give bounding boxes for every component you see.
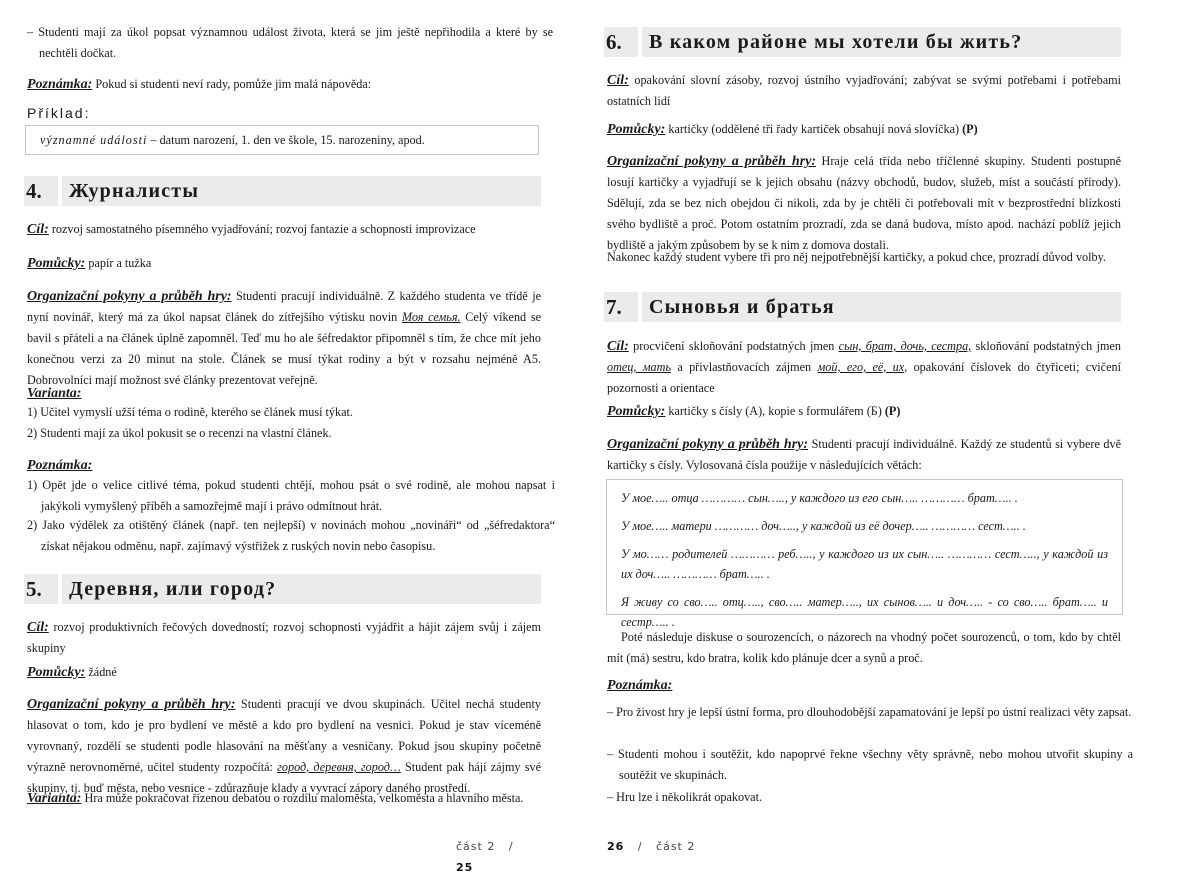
section-4-goal [27, 219, 541, 240]
section-7-goal: Cíl: procvičení skloňování podstatných jmen сын, брат, дочь, сестра, skloňování podstatných jmen отец, мать a přivlastňovacích zájmen мой, его, её, их, opakování číslovek do čtyřiceti; cvičení pozornosti a orientace [607, 339, 1121, 395]
org-text-cont: Celý víkend se bavil s přáteli a na článek úplně zapomněl. Teď mu ho ale šéfredaktor připomněl s tím, že chce mít jeho konečnou verzi za 20 minut na stole. Článek se musí týkat rodiny a být v rozsahu nejméně A5. Dobrovolníci mají možnost své články prezentovat veřejně. [27, 310, 542, 387]
org-label: Organizační pokyny a průběh hry: [607, 437, 809, 452]
org-text: Hraje celá třída nebo tříčlenné skupiny. Studenti postupně losují kartičky a vyjadřují se k jejich obsahu (názvy obchodů, budov, služeb, míst a součástí přírody). Sdělují, zda se bez nich obejdou či nikoli, zda by je chtěli či potřebovali mít v bezprostřední blízkosti svého bydliště a proč. Potom ostatním prozradí, zda se daná budova, místo apod. nachází poblíž jejich bydliště a jakým způsobem by se k nim z domova dostali. [607, 154, 1121, 252]
section-number: 4. [24, 176, 58, 206]
parents-list: отец, мать [607, 360, 671, 374]
section-7-org [607, 434, 1121, 476]
section-6-aids [607, 119, 1121, 140]
part-label: část 2 [656, 840, 696, 853]
section-5-goal [27, 617, 541, 659]
goal-text: rozvoj samostatného písemného vyjadřování; rozvoj fantazie a schopnosti improvizace [48, 222, 476, 236]
aids-text: žádné [85, 665, 117, 679]
goal-label: Cíl: [607, 339, 629, 354]
goal-label: Cíl: [27, 222, 49, 237]
sentence-item: Я живу со сво….. отц….., сво….. матер….., их сынов….. и доч….. - со сво….. брат….. и сестр….. . [621, 595, 1108, 629]
page-number: 25 [456, 861, 474, 874]
org-label: Organizační pokyny a průběh hry: [27, 697, 236, 712]
note-item: 2) Jako výdělek za otištěný článek (např. ten nejlepší) v novinách mohou „novináři“ od „šéfredaktora“ získat nějakou odměnu, např. zajímavý výstřižek z ruských novin nebo časopisu. [27, 518, 555, 553]
aids-label: Pomůcky: [27, 665, 86, 680]
section-number: 6. [604, 27, 638, 57]
section-title: Деревня, или город? [62, 574, 541, 604]
sentence-item: У мое….. отца ………… сын….., у каждого из его сын….. ………… брат….. . [621, 491, 1018, 505]
section-4-org [27, 286, 541, 391]
page-number: 26 [607, 840, 625, 853]
section-5-variant [27, 788, 541, 809]
section-7-header [604, 292, 1121, 322]
section-6-final: Nakonec každý student vybere tři pro něj nejpotřebnější kartičky, a pokud chce, prozradí důvod volby. [607, 250, 1106, 264]
note-label: Poznámka: [27, 458, 93, 473]
note-item: – Hru lze i několikrát opakovat. [607, 790, 763, 804]
aids-text: kartičky (oddělené tři řady kartiček obsahují nová slovíčka) [665, 122, 963, 136]
variant-item: 1) Učitel vymyslí užší téma o rodině, kterého se článek musí týkat. [27, 405, 353, 419]
section-title: Журналисты [62, 176, 541, 206]
sentence-item: У мое….. матери ………… доч….., у каждой из её дочер….. ………… сест….. . [621, 519, 1026, 533]
pronouns-list: мой, его, её, их [817, 360, 905, 374]
example-term: významné události [40, 133, 148, 147]
goal-label: Cíl: [27, 620, 49, 635]
aids-label: Pomůcky: [607, 122, 666, 137]
variant-text: Hra může pokračovat řízenou debatou o rozdílu maloměsta, velkoměsta a hlavního města. [81, 791, 524, 805]
section-5-org [27, 694, 541, 799]
goal-text: rozvoj produktivních řečových dovedností; rozvoj schopnosti vyjádřit a hájit zájem svůj i zájem skupiny [27, 620, 541, 655]
nouns-list: сын, брат, дочь, сестра, [838, 339, 972, 353]
intro-dash-item: – Studenti mají za úkol popsat významnou událost života, která se jim ještě nepřihodila a které by se nechtěli dočkat. [27, 25, 553, 60]
section-5-aids [27, 662, 541, 683]
part-label: část 2 [456, 840, 496, 853]
note-text: Pokud si studenti neví rady, pomůže jim malá nápověda: [92, 77, 372, 91]
section-title: В каком районе мы хотели бы жить? [642, 27, 1121, 57]
aids-label: Pomůcky: [27, 256, 86, 271]
example-box [25, 125, 539, 155]
aids-marker: (P) [962, 122, 978, 136]
aids-text: papír a tužka [85, 256, 152, 270]
section-6-org [607, 151, 1121, 256]
note-paragraph [27, 74, 541, 95]
variant-item: 2) Studenti mají za úkol pokusit se o recenzi na vlastní článek. [27, 426, 332, 440]
section-title: Сыновья и братья [642, 292, 1121, 322]
variant-label: Varianta: [27, 791, 82, 806]
variant-label: Varianta: [27, 386, 82, 401]
section-6-header [604, 27, 1121, 57]
separator: / [508, 840, 514, 853]
org-text: Studenti pracují ve dvou skupinách. Učitel nechá studenty hlasovat o tom, kdo je pro bydlení ve městě a kdo pro bydlení na vesnici. Pokud je stav víceméně vyrovnaný, rozdělí se studenti podle hlasování na měšťany a vesničany. Pokud jsou skupiny početně výrazně nerovnoměrné, učitel studenty rozpočítá: [27, 697, 541, 774]
sentence-item: У мо…… родителей ………… реб….., у каждого из их сын….. ………… сест….., у каждой из их доч….. ………… брат….. . [621, 547, 1108, 581]
newspaper-name: Моя семья. [401, 310, 461, 324]
note-item: – Studenti mohou i soutěžit, kdo napoprvé řekne všechny věty správně, nebo mohou utvořit skupiny a soutěžit ve skupinách. [607, 747, 1133, 782]
note-label: Poznámka: [607, 678, 673, 693]
discussion-paragraph: Poté následuje diskuse o sourozencích, o názorech na vhodný počet sourozenců, o tom, kdo by chtěl mít (má) sestru, kdo bratra, kolik kdo plánuje dcer a synů a proč. [607, 630, 1121, 665]
org-text: Studenti pracují individuálně. Z každého studenta ve třídě je nyní novinář, který má za úkol napsat článek do zítřejšího výtisku novin [27, 289, 541, 324]
aids-marker: (P) [884, 404, 901, 418]
separator: / [637, 840, 643, 853]
section-4-header [24, 176, 541, 206]
note-item: 1) Opět jde o velice citlivé téma, pokud studenti chtějí, mohou psát o své rodině, ale mohou napsat i jakýkoli vymyšlený příběh a samozřejmě mají i právo odmítnout hrát. [27, 478, 555, 513]
sentences-box [606, 479, 1123, 629]
section-number: 5. [24, 574, 58, 604]
goal-text: opakování slovní zásoby, rozvoj ústního vyjadřování; zabývat se svými potřebami i potřebami ostatních lidí [607, 73, 1121, 108]
section-4-aids [27, 253, 541, 274]
section-number: 7. [604, 292, 638, 322]
note-label: Poznámka: [27, 77, 93, 92]
aids-label: Pomůcky: [607, 404, 666, 419]
page-footer-right [607, 836, 695, 857]
section-6-goal [607, 70, 1121, 112]
org-text: Studenti pracují individuálně. Každý ze studentů si vybere dvě kartičky s čísly. Vylosovaná čísla použije v následujících větách: [607, 437, 1121, 472]
org-label: Organizační pokyny a průběh hry: [607, 154, 817, 169]
org-text-cont: Student pak hájí zájmy své skupiny, tj. buď města, nebo vesnice - zdůrazňuje klady a vyvrací zápory daného prostředí. [27, 760, 541, 795]
counting-words: город, деревня, город… [277, 760, 401, 774]
aids-text: kartičky s čísly (A), kopie s formulářem (Б) [665, 404, 885, 418]
section-7-aids [607, 401, 1121, 422]
example-text: – datum narození, 1. den ve škole, 15. narozeniny, apod. [147, 133, 425, 147]
org-label: Organizační pokyny a průběh hry: [27, 289, 232, 304]
section-5-header [24, 574, 541, 604]
goal-label: Cíl: [607, 73, 629, 88]
note-item: – Pro živost hry je lepší ústní forma, pro dlouhodobější zapamatování je lepší po ústní realizaci věty zapsat. [607, 705, 1132, 719]
example-label: Příklad: [27, 105, 91, 121]
